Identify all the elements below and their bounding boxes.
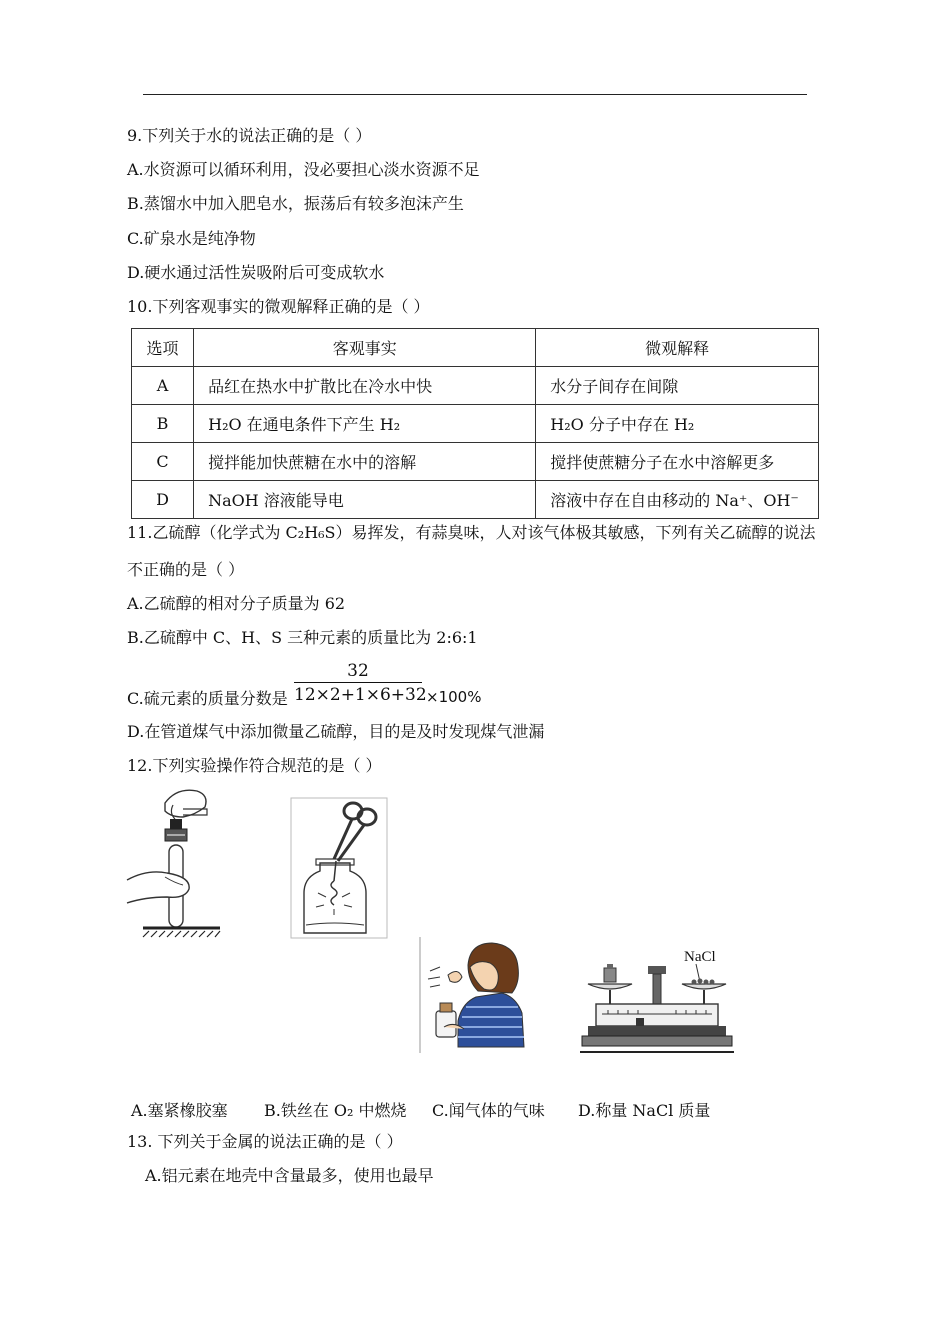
q9-option-a: A.水资源可以循环利用，没必要担心淡水资源不足 [127, 160, 480, 179]
row-fact: 品红在热水中扩散比在冷水中快 [194, 367, 536, 405]
q12-option-c: C.闻气体的气味 [432, 1101, 545, 1120]
table-row [132, 367, 819, 405]
row-option: C [132, 443, 194, 481]
fraction-numerator: 32 [294, 660, 422, 683]
table-row [132, 481, 819, 519]
q12-stem: 12.下列实验操作符合规范的是（ ） [127, 756, 382, 775]
row-option: B [132, 405, 194, 443]
q11-option-b: B.乙硫醇中 C、H、S 三种元素的质量比为 2:6:1 [127, 628, 478, 647]
q13-option-a: A.铝元素在地壳中含量最多，使用也最早 [145, 1166, 434, 1185]
q12-option-d: D.称量 NaCl 质量 [578, 1101, 711, 1120]
q9-option-d: D.硬水通过活性炭吸附后可变成软水 [127, 263, 385, 282]
table-row [132, 443, 819, 481]
iron-wire-burning-figure [290, 797, 388, 939]
smelling-gas-figure [418, 937, 528, 1055]
header-explanation: 微观解释 [536, 329, 819, 367]
q9-option-b: B.蒸馏水中加入肥皂水，振荡后有较多泡沫产生 [127, 194, 464, 213]
row-explanation: 溶液中存在自由移动的 Na⁺、OH⁻ [536, 481, 819, 519]
table-row [132, 405, 819, 443]
header-fact: 客观事实 [194, 329, 536, 367]
q13-stem: 13. 下列关于金属的说法正确的是（ ） [127, 1132, 403, 1151]
mass-fraction-formula [294, 660, 427, 707]
row-fact: 搅拌能加快蔗糖在水中的溶解 [194, 443, 536, 481]
q11-stem-line2: 不正确的是（ ） [127, 560, 245, 579]
row-explanation: H₂O 分子中存在 H₂ [536, 405, 819, 443]
table-header-row [132, 329, 819, 367]
q9-stem: 9.下列关于水的说法正确的是（ ） [127, 126, 372, 145]
q11-option-a: A.乙硫醇的相对分子质量为 62 [127, 594, 346, 613]
q11-option-c-prefix: C.硫元素的质量分数是 [127, 689, 288, 708]
row-fact: NaOH 溶液能导电 [194, 481, 536, 519]
percent-suffix: ×100% [426, 688, 482, 706]
q12-option-a: A.塞紧橡胶塞 [131, 1101, 228, 1120]
row-option: D [132, 481, 194, 519]
header-rule [143, 94, 807, 95]
q10-stem: 10.下列客观事实的微观解释正确的是（ ） [127, 297, 430, 316]
header-option: 选项 [132, 329, 194, 367]
fraction-denominator: 12×2+1×6+32 [294, 685, 427, 705]
row-explanation: 水分子间存在间隙 [536, 367, 819, 405]
row-fact: H₂O 在通电条件下产生 H₂ [194, 405, 536, 443]
stopper-insertion-figure [125, 785, 225, 940]
q10-table [131, 328, 819, 519]
nacl-label: NaCl [684, 949, 716, 965]
q11-stem-line1: 11.乙硫醇（化学式为 C₂H₆S）易挥发，有蒜臭味，人对该气体极其敏感，下列有关乙硫醇的说法 [127, 523, 816, 542]
row-explanation: 搅拌使蔗糖分子在水中溶解更多 [536, 443, 819, 481]
q11-option-d: D.在管道煤气中添加微量乙硫醇，目的是及时发现煤气泄漏 [127, 722, 545, 741]
q12-option-b: B.铁丝在 O₂ 中燃烧 [264, 1101, 407, 1120]
q9-option-c: C.矿泉水是纯净物 [127, 229, 256, 248]
row-option: A [132, 367, 194, 405]
balance-weighing-figure [578, 944, 736, 1056]
